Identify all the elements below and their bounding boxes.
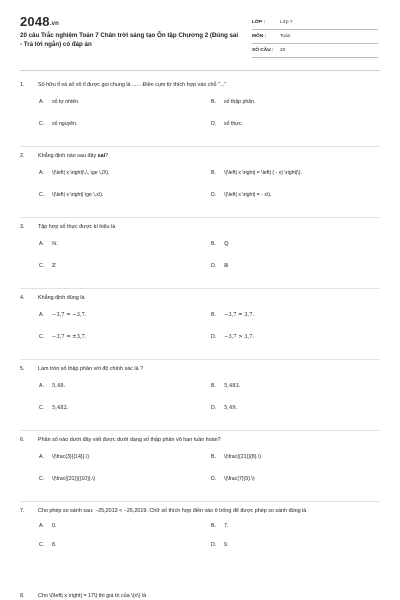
- question-stem: [20, 591, 380, 600]
- option-b[interactable]: [211, 522, 371, 530]
- option-text: −3,7 > 3,7.: [224, 334, 255, 340]
- option-letter: A.: [39, 99, 44, 105]
- brand-logo[interactable]: [20, 14, 59, 29]
- option-text: ℚ: [224, 241, 229, 247]
- answer-options: [20, 311, 380, 355]
- option-letter: C.: [39, 476, 45, 482]
- option-text: ℕ.: [52, 241, 59, 247]
- option-letter: A.: [39, 241, 44, 247]
- answer-options: [20, 240, 380, 284]
- option-text: \(\left| x \right| = - x\).: [224, 192, 272, 198]
- option-text: ℝ: [224, 263, 229, 269]
- question-text: Làm tròn số thập phân với độ chính xác là ?: [38, 366, 144, 372]
- option-d[interactable]: [211, 475, 371, 483]
- option-letter: D.: [211, 263, 217, 269]
- question-divider: [20, 217, 380, 218]
- option-text: số nguyên.: [52, 121, 78, 127]
- question-number: 5.: [20, 366, 25, 372]
- option-letter: C.: [39, 263, 45, 269]
- page-header: [20, 14, 380, 64]
- option-c[interactable]: [39, 262, 199, 270]
- option-text: số thực.: [224, 121, 243, 127]
- option-text: \(\left| x \right| = \left| { - x} \right|\).: [224, 170, 302, 176]
- question-text: [38, 151, 380, 161]
- question-6: [20, 435, 380, 497]
- question-2: [20, 151, 380, 213]
- question-text-suffix: ?: [105, 153, 109, 159]
- answer-options: [20, 453, 380, 497]
- option-text: \(\left| x \right| \ge \,x\).: [52, 192, 104, 198]
- option-a[interactable]: [39, 240, 199, 248]
- option-letter: A.: [39, 312, 44, 318]
- option-text: số tự nhiên.: [52, 99, 80, 105]
- document-meta: [252, 16, 378, 58]
- option-a[interactable]: [39, 169, 199, 177]
- question-stem: [20, 151, 380, 161]
- option-letter: D.: [211, 542, 217, 548]
- option-a[interactable]: [39, 311, 199, 319]
- option-text: \(\frac{7}{5}.\): [224, 476, 255, 482]
- question-5: [20, 364, 380, 426]
- question-number: 7.: [20, 508, 25, 514]
- header-divider: [20, 70, 380, 71]
- question-number: 8.: [20, 593, 25, 599]
- option-a[interactable]: [39, 98, 199, 106]
- option-c[interactable]: [39, 333, 199, 341]
- option-b[interactable]: [211, 311, 371, 319]
- question-8: [20, 591, 380, 600]
- option-c[interactable]: [39, 475, 199, 483]
- option-c[interactable]: [39, 541, 199, 549]
- option-b[interactable]: [211, 98, 371, 106]
- question-text: Số hữu tỉ và số vô tỉ được gọi chung là ...... Điền cụm từ thích hợp vào chỗ "...": [38, 82, 227, 88]
- meta-class-label: LỚP :: [252, 20, 266, 25]
- question-number: 3.: [20, 224, 25, 230]
- option-letter: D.: [211, 192, 217, 198]
- question-stem: [20, 293, 380, 303]
- question-divider: [20, 359, 380, 360]
- question-text: Tập hợp số thực được kí hiệu là: [38, 224, 116, 230]
- question-number: 1.: [20, 82, 25, 88]
- meta-count-row: [252, 44, 378, 58]
- question-text: Khẳng định đúng là: [38, 295, 85, 301]
- option-d[interactable]: [211, 541, 371, 549]
- option-text: 8.: [52, 542, 57, 548]
- option-text: 5,482.: [52, 405, 69, 411]
- option-letter: C.: [39, 192, 45, 198]
- option-letter: B.: [211, 383, 216, 389]
- option-d[interactable]: [211, 191, 371, 199]
- question-number: 6.: [20, 437, 25, 443]
- option-b[interactable]: [211, 382, 371, 390]
- brand-name: 2048: [20, 14, 50, 29]
- question-stem: [20, 435, 380, 445]
- answer-options: [20, 98, 380, 142]
- option-letter: C.: [39, 334, 45, 340]
- option-c[interactable]: [39, 404, 199, 412]
- question-divider: [20, 288, 380, 289]
- option-letter: B.: [211, 523, 216, 529]
- question-4: [20, 293, 380, 355]
- option-text: \(\left| x \right|\,\, \ge \,0\).: [52, 170, 110, 176]
- option-text: −3,7 = ±3,7.: [52, 334, 87, 340]
- option-letter: B.: [211, 241, 216, 247]
- option-c[interactable]: [39, 120, 199, 128]
- option-letter: B.: [211, 99, 216, 105]
- option-letter: B.: [211, 170, 216, 176]
- option-letter: C.: [39, 542, 45, 548]
- option-letter: A.: [39, 383, 44, 389]
- option-d[interactable]: [211, 404, 371, 412]
- option-a[interactable]: [39, 522, 199, 530]
- option-text: 0.: [52, 523, 57, 529]
- option-c[interactable]: [39, 191, 199, 199]
- option-letter: D.: [211, 121, 217, 127]
- option-text: \(\frac{{21}}{8}.\): [224, 454, 261, 460]
- question-divider: [20, 430, 380, 431]
- option-text: −3,7 = 3,7.: [224, 312, 255, 318]
- option-letter: B.: [211, 312, 216, 318]
- option-letter: A.: [39, 454, 44, 460]
- question-text-prefix: Khẳng định nào sau đây: [38, 153, 98, 159]
- meta-subject-label: MÔN :: [252, 34, 267, 39]
- question-stem: [20, 506, 380, 516]
- question-text: Phân số nào dưới đây viết được dưới dạng số thập phân vô hạn tuần hoàn?: [38, 437, 221, 443]
- question-keyword: sai: [97, 153, 106, 159]
- question-stem: [20, 80, 380, 90]
- brand-tld: .vn: [49, 21, 60, 27]
- option-letter: A.: [39, 170, 44, 176]
- meta-count-label: SỐ CÂU :: [252, 48, 274, 53]
- option-text: 9.: [224, 542, 229, 548]
- option-letter: C.: [39, 121, 45, 127]
- meta-subject-value: Toán: [280, 34, 291, 39]
- question-number: 4.: [20, 295, 25, 301]
- option-b[interactable]: [211, 240, 371, 248]
- question-stem: [20, 222, 380, 232]
- option-letter: D.: [211, 405, 217, 411]
- option-text: ℤ: [52, 263, 56, 269]
- option-text: 5,49.: [224, 405, 238, 411]
- option-text: \(\frac{3}{{14}}.\): [52, 454, 89, 460]
- question-number: 2.: [20, 153, 25, 159]
- option-letter: C.: [39, 405, 45, 411]
- answer-options: [20, 169, 380, 213]
- option-text: 5,483.: [224, 383, 241, 389]
- option-letter: B.: [211, 454, 216, 460]
- answer-options: [20, 522, 380, 566]
- option-d[interactable]: [211, 262, 371, 270]
- meta-count-value: 20: [280, 48, 286, 53]
- answer-options: [20, 382, 380, 426]
- option-text: 7.: [224, 523, 229, 529]
- option-text: −3,7 = −3,7.: [52, 312, 87, 318]
- option-text: số thập phân.: [224, 99, 256, 105]
- option-letter: A.: [39, 523, 44, 529]
- option-a[interactable]: [39, 453, 199, 461]
- question-text: Cho phép so sánh sau: −25,2013 < −25,2019. Chữ số thích hợp điền vào ô trống để được phép so sánh đúng là: [38, 508, 307, 514]
- option-b[interactable]: [211, 169, 371, 177]
- option-letter: D.: [211, 334, 217, 340]
- question-divider: [20, 146, 380, 147]
- question-text: Cho \(\left| x \right| = 17\) thì giá trị của \(x\) là: [38, 593, 147, 599]
- option-d[interactable]: [211, 120, 371, 128]
- option-a[interactable]: [39, 382, 199, 390]
- question-divider: [20, 501, 380, 502]
- question-3: [20, 222, 380, 284]
- meta-class-row: [252, 16, 378, 30]
- option-b[interactable]: [211, 453, 371, 461]
- question-7: [20, 506, 380, 566]
- option-letter: D.: [211, 476, 217, 482]
- option-text: 5,48.: [52, 383, 66, 389]
- meta-class-value: Lớp 7: [280, 20, 293, 25]
- meta-subject-row: [252, 30, 378, 44]
- question-1: [20, 80, 380, 142]
- question-stem: [20, 364, 380, 374]
- option-d[interactable]: [211, 333, 371, 341]
- document-title: 20 câu Trắc nghiệm Toán 7 Chân trời sáng tạo Ôn tập Chương 2 (Đúng sai - Trả lời ngắn) có đáp án: [20, 32, 239, 48]
- option-text: \(\frac{{31}}{{10}}.\): [52, 476, 96, 482]
